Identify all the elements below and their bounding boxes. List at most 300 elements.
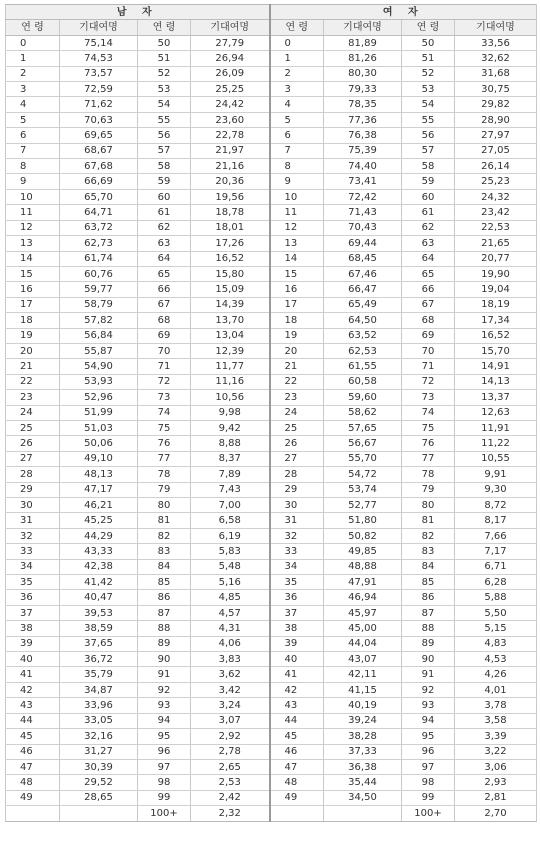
- male-age-cell: 26: [6, 436, 60, 451]
- female-life-expectancy-cell: 79,33: [324, 82, 402, 97]
- female-life-expectancy-cell: 72,42: [324, 189, 402, 204]
- male-life-expectancy-cell: 21,16: [191, 159, 270, 174]
- male-age-cell: 42: [6, 682, 60, 697]
- female-age-cell: 88: [402, 621, 455, 636]
- female-age-cell: 79: [402, 482, 455, 497]
- male-age-cell: 14: [6, 251, 60, 266]
- female-age-cell: 45: [270, 729, 324, 744]
- male-life-expectancy-cell: 9,42: [191, 420, 270, 435]
- female-life-expectancy-cell: 4,53: [455, 652, 537, 667]
- female-group-header: 여 자: [270, 5, 537, 20]
- female-life-expectancy-cell: 57,65: [324, 420, 402, 435]
- male-age-cell: 28: [6, 467, 60, 482]
- female-life-expectancy-cell: 41,15: [324, 682, 402, 697]
- male-age-cell: 1: [6, 51, 60, 66]
- male-life-expectancy-cell: 23,60: [191, 112, 270, 127]
- female-age-cell: 96: [402, 744, 455, 759]
- female-life-expectancy-cell: 68,45: [324, 251, 402, 266]
- female-life-expectancy-cell: 42,11: [324, 667, 402, 682]
- male-life-expectancy-cell: 3,62: [191, 667, 270, 682]
- male-age-cell: 69: [138, 328, 191, 343]
- male-life-expectancy-cell: 34,87: [60, 682, 138, 697]
- table-row: [6, 143, 537, 158]
- female-age-cell: 0: [270, 35, 324, 50]
- female-life-expectancy-cell: 9,30: [455, 482, 537, 497]
- female-life-expectancy-cell: 7,17: [455, 544, 537, 559]
- female-age-cell: 87: [402, 605, 455, 620]
- table-row: [6, 297, 537, 312]
- male-life-expectancy-cell: 4,31: [191, 621, 270, 636]
- male-age-cell: [6, 806, 60, 821]
- male-life-expectancy-cell: [60, 806, 138, 821]
- female-age-cell: 100+: [402, 806, 455, 821]
- table-row: [6, 451, 537, 466]
- female-life-expectancy-cell: 22,53: [455, 220, 537, 235]
- male-life-expectancy-cell: 2,65: [191, 759, 270, 774]
- table-row: [6, 51, 537, 66]
- female-age-cell: 73: [402, 390, 455, 405]
- female-life-expectancy-cell: 76,38: [324, 128, 402, 143]
- male-life-expectancy-cell: 14,39: [191, 297, 270, 312]
- female-age-cell: 24: [270, 405, 324, 420]
- male-life-expectancy-cell: 19,56: [191, 189, 270, 204]
- female-life-expectancy-cell: 18,19: [455, 297, 537, 312]
- male-life-expectancy-cell: 73,57: [60, 66, 138, 81]
- female-life-expectancy-cell: 40,19: [324, 698, 402, 713]
- male-age-cell: 39: [6, 636, 60, 651]
- male-age-cell: 56: [138, 128, 191, 143]
- female-life-expectancy-cell: 48,88: [324, 559, 402, 574]
- male-age-cell: 10: [6, 189, 60, 204]
- male-life-expectancy-cell: 26,09: [191, 66, 270, 81]
- column-header-life-expectancy: 기대여명: [191, 20, 270, 35]
- table-row: [6, 682, 537, 697]
- table-row: [6, 282, 537, 297]
- male-life-expectancy-cell: 18,01: [191, 220, 270, 235]
- male-age-cell: 98: [138, 775, 191, 790]
- table-row: [6, 266, 537, 281]
- female-life-expectancy-cell: 60,58: [324, 374, 402, 389]
- female-age-cell: 93: [402, 698, 455, 713]
- female-life-expectancy-cell: 4,26: [455, 667, 537, 682]
- female-life-expectancy-cell: 5,50: [455, 605, 537, 620]
- female-age-cell: 99: [402, 790, 455, 805]
- table-row: [6, 575, 537, 590]
- female-age-cell: 62: [402, 220, 455, 235]
- female-life-expectancy-cell: 67,46: [324, 266, 402, 281]
- male-life-expectancy-cell: 13,04: [191, 328, 270, 343]
- female-life-expectancy-cell: 53,74: [324, 482, 402, 497]
- male-age-cell: 84: [138, 559, 191, 574]
- male-age-cell: 45: [6, 729, 60, 744]
- male-age-cell: 51: [138, 51, 191, 66]
- male-life-expectancy-cell: 64,71: [60, 205, 138, 220]
- male-age-cell: 3: [6, 82, 60, 97]
- female-age-cell: 58: [402, 159, 455, 174]
- male-life-expectancy-cell: 25,25: [191, 82, 270, 97]
- female-age-cell: 5: [270, 112, 324, 127]
- female-age-cell: 3: [270, 82, 324, 97]
- female-life-expectancy-cell: 39,24: [324, 713, 402, 728]
- female-age-cell: 9: [270, 174, 324, 189]
- male-life-expectancy-cell: 3,83: [191, 652, 270, 667]
- female-life-expectancy-cell: 70,43: [324, 220, 402, 235]
- female-life-expectancy-cell: 69,44: [324, 236, 402, 251]
- female-age-cell: 8: [270, 159, 324, 174]
- female-age-cell: 71: [402, 359, 455, 374]
- male-life-expectancy-cell: 44,29: [60, 528, 138, 543]
- female-age-cell: 10: [270, 189, 324, 204]
- female-life-expectancy-cell: 62,53: [324, 343, 402, 358]
- table-row: [6, 220, 537, 235]
- female-age-cell: 77: [402, 451, 455, 466]
- female-age-cell: 2: [270, 66, 324, 81]
- male-life-expectancy-cell: 40,47: [60, 590, 138, 605]
- table-row: [6, 405, 537, 420]
- male-age-cell: 17: [6, 297, 60, 312]
- female-age-cell: 15: [270, 266, 324, 281]
- male-life-expectancy-cell: 35,79: [60, 667, 138, 682]
- female-life-expectancy-cell: 5,88: [455, 590, 537, 605]
- male-life-expectancy-cell: 18,78: [191, 205, 270, 220]
- table-row: [6, 82, 537, 97]
- female-age-cell: 76: [402, 436, 455, 451]
- table-row: [6, 713, 537, 728]
- male-life-expectancy-cell: 2,92: [191, 729, 270, 744]
- male-life-expectancy-cell: 71,62: [60, 97, 138, 112]
- male-age-cell: 78: [138, 467, 191, 482]
- male-age-cell: 65: [138, 266, 191, 281]
- female-life-expectancy-cell: 66,47: [324, 282, 402, 297]
- male-life-expectancy-cell: 33,96: [60, 698, 138, 713]
- female-age-cell: 33: [270, 544, 324, 559]
- male-life-expectancy-cell: 5,16: [191, 575, 270, 590]
- male-age-cell: 97: [138, 759, 191, 774]
- male-age-cell: 86: [138, 590, 191, 605]
- male-age-cell: 91: [138, 667, 191, 682]
- female-age-cell: 91: [402, 667, 455, 682]
- male-age-cell: 18: [6, 313, 60, 328]
- male-life-expectancy-cell: 49,10: [60, 451, 138, 466]
- table-row: [6, 359, 537, 374]
- male-life-expectancy-cell: 3,07: [191, 713, 270, 728]
- female-age-cell: 6: [270, 128, 324, 143]
- male-age-cell: 2: [6, 66, 60, 81]
- female-age-cell: 16: [270, 282, 324, 297]
- column-header-age: 연 령: [270, 20, 324, 35]
- male-life-expectancy-cell: 30,39: [60, 759, 138, 774]
- female-age-cell: 51: [402, 51, 455, 66]
- male-age-cell: 83: [138, 544, 191, 559]
- column-header-age: 연 령: [402, 20, 455, 35]
- female-age-cell: 86: [402, 590, 455, 605]
- male-life-expectancy-cell: 59,77: [60, 282, 138, 297]
- female-life-expectancy-cell: 65,49: [324, 297, 402, 312]
- male-life-expectancy-cell: 10,56: [191, 390, 270, 405]
- female-age-cell: 68: [402, 313, 455, 328]
- male-life-expectancy-cell: 33,05: [60, 713, 138, 728]
- female-life-expectancy-cell: 61,55: [324, 359, 402, 374]
- female-life-expectancy-cell: 2,93: [455, 775, 537, 790]
- table-row: [6, 498, 537, 513]
- male-age-cell: 12: [6, 220, 60, 235]
- male-life-expectancy-cell: 47,17: [60, 482, 138, 497]
- male-age-cell: 81: [138, 513, 191, 528]
- male-age-cell: 100+: [138, 806, 191, 821]
- male-age-cell: 76: [138, 436, 191, 451]
- table-row: [6, 205, 537, 220]
- column-header-row: [6, 20, 537, 35]
- male-age-cell: 96: [138, 744, 191, 759]
- male-age-cell: 55: [138, 112, 191, 127]
- female-age-cell: 1: [270, 51, 324, 66]
- female-age-cell: 61: [402, 205, 455, 220]
- female-age-cell: 32: [270, 528, 324, 543]
- female-life-expectancy-cell: 10,55: [455, 451, 537, 466]
- table-row: [6, 328, 537, 343]
- female-age-cell: 29: [270, 482, 324, 497]
- female-age-cell: 63: [402, 236, 455, 251]
- female-age-cell: 13: [270, 236, 324, 251]
- female-life-expectancy-cell: 29,82: [455, 97, 537, 112]
- female-life-expectancy-cell: 46,94: [324, 590, 402, 605]
- table-row: [6, 189, 537, 204]
- female-life-expectancy-cell: 74,40: [324, 159, 402, 174]
- table-row: [6, 313, 537, 328]
- male-life-expectancy-cell: 36,72: [60, 652, 138, 667]
- female-age-cell: 64: [402, 251, 455, 266]
- male-age-cell: 32: [6, 528, 60, 543]
- table-row: [6, 128, 537, 143]
- male-life-expectancy-cell: 2,42: [191, 790, 270, 805]
- female-age-cell: 31: [270, 513, 324, 528]
- female-age-cell: 85: [402, 575, 455, 590]
- life-expectancy-table: [5, 4, 537, 822]
- female-life-expectancy-cell: 37,33: [324, 744, 402, 759]
- table-row: [6, 605, 537, 620]
- table-row: [6, 236, 537, 251]
- male-age-cell: 13: [6, 236, 60, 251]
- male-age-cell: 48: [6, 775, 60, 790]
- female-age-cell: 44: [270, 713, 324, 728]
- male-age-cell: 50: [138, 35, 191, 50]
- male-life-expectancy-cell: 11,16: [191, 374, 270, 389]
- female-age-cell: 60: [402, 189, 455, 204]
- table-row: [6, 390, 537, 405]
- male-age-cell: 52: [138, 66, 191, 81]
- table-row: [6, 66, 537, 81]
- female-age-cell: 41: [270, 667, 324, 682]
- male-life-expectancy-cell: 6,58: [191, 513, 270, 528]
- male-age-cell: 70: [138, 343, 191, 358]
- female-age-cell: 26: [270, 436, 324, 451]
- female-life-expectancy-cell: 11,91: [455, 420, 537, 435]
- male-life-expectancy-cell: 15,09: [191, 282, 270, 297]
- female-life-expectancy-cell: 11,22: [455, 436, 537, 451]
- female-life-expectancy-cell: 12,63: [455, 405, 537, 420]
- table-row: [6, 621, 537, 636]
- female-life-expectancy-cell: 8,17: [455, 513, 537, 528]
- male-age-cell: 49: [6, 790, 60, 805]
- female-age-cell: 22: [270, 374, 324, 389]
- male-age-cell: 44: [6, 713, 60, 728]
- male-age-cell: 79: [138, 482, 191, 497]
- female-life-expectancy-cell: 35,44: [324, 775, 402, 790]
- female-life-expectancy-cell: 47,91: [324, 575, 402, 590]
- male-life-expectancy-cell: 37,65: [60, 636, 138, 651]
- female-life-expectancy-cell: 27,97: [455, 128, 537, 143]
- male-age-cell: 35: [6, 575, 60, 590]
- male-life-expectancy-cell: 7,00: [191, 498, 270, 513]
- female-age-cell: 43: [270, 698, 324, 713]
- male-life-expectancy-cell: 2,78: [191, 744, 270, 759]
- table-row: [6, 698, 537, 713]
- male-age-cell: 66: [138, 282, 191, 297]
- male-life-expectancy-cell: 8,37: [191, 451, 270, 466]
- female-age-cell: 4: [270, 97, 324, 112]
- female-life-expectancy-cell: 44,04: [324, 636, 402, 651]
- male-age-cell: 53: [138, 82, 191, 97]
- male-life-expectancy-cell: 31,27: [60, 744, 138, 759]
- female-age-cell: 59: [402, 174, 455, 189]
- female-life-expectancy-cell: 43,07: [324, 652, 402, 667]
- male-life-expectancy-cell: 42,38: [60, 559, 138, 574]
- male-age-cell: 11: [6, 205, 60, 220]
- column-header-age: 연 령: [6, 20, 60, 35]
- male-age-cell: 33: [6, 544, 60, 559]
- female-age-cell: 66: [402, 282, 455, 297]
- male-life-expectancy-cell: 2,32: [191, 806, 270, 821]
- male-life-expectancy-cell: 24,42: [191, 97, 270, 112]
- male-life-expectancy-cell: 29,52: [60, 775, 138, 790]
- male-life-expectancy-cell: 2,53: [191, 775, 270, 790]
- male-life-expectancy-cell: 15,80: [191, 266, 270, 281]
- female-age-cell: 54: [402, 97, 455, 112]
- column-header-life-expectancy: 기대여명: [455, 20, 537, 35]
- male-life-expectancy-cell: 72,59: [60, 82, 138, 97]
- male-life-expectancy-cell: 62,73: [60, 236, 138, 251]
- table-row: [6, 420, 537, 435]
- female-age-cell: 48: [270, 775, 324, 790]
- female-life-expectancy-cell: 17,34: [455, 313, 537, 328]
- male-age-cell: 64: [138, 251, 191, 266]
- female-age-cell: 49: [270, 790, 324, 805]
- male-age-cell: 34: [6, 559, 60, 574]
- male-life-expectancy-cell: 20,36: [191, 174, 270, 189]
- table-row: [6, 174, 537, 189]
- male-life-expectancy-cell: 17,26: [191, 236, 270, 251]
- female-age-cell: 50: [402, 35, 455, 50]
- male-age-cell: 8: [6, 159, 60, 174]
- female-life-expectancy-cell: 16,52: [455, 328, 537, 343]
- female-life-expectancy-cell: 26,14: [455, 159, 537, 174]
- male-life-expectancy-cell: 6,19: [191, 528, 270, 543]
- male-age-cell: 59: [138, 174, 191, 189]
- male-age-cell: 72: [138, 374, 191, 389]
- female-life-expectancy-cell: 27,05: [455, 143, 537, 158]
- female-age-cell: 78: [402, 467, 455, 482]
- female-life-expectancy-cell: 81,89: [324, 35, 402, 50]
- table-row: [6, 513, 537, 528]
- female-life-expectancy-cell: 58,62: [324, 405, 402, 420]
- female-life-expectancy-cell: 13,37: [455, 390, 537, 405]
- male-age-cell: 25: [6, 420, 60, 435]
- male-life-expectancy-cell: 69,65: [60, 128, 138, 143]
- male-life-expectancy-cell: 8,88: [191, 436, 270, 451]
- female-age-cell: 35: [270, 575, 324, 590]
- male-life-expectancy-cell: 46,21: [60, 498, 138, 513]
- table-row: [6, 467, 537, 482]
- table-row: [6, 775, 537, 790]
- male-life-expectancy-cell: 58,79: [60, 297, 138, 312]
- female-age-cell: 89: [402, 636, 455, 651]
- male-age-cell: 43: [6, 698, 60, 713]
- male-life-expectancy-cell: 61,74: [60, 251, 138, 266]
- male-life-expectancy-cell: 5,83: [191, 544, 270, 559]
- female-age-cell: 53: [402, 82, 455, 97]
- table-row: [6, 251, 537, 266]
- table-row: [6, 652, 537, 667]
- table-row: [6, 636, 537, 651]
- female-age-cell: 37: [270, 605, 324, 620]
- male-age-cell: 27: [6, 451, 60, 466]
- female-age-cell: 38: [270, 621, 324, 636]
- male-age-cell: 0: [6, 35, 60, 50]
- male-life-expectancy-cell: 74,53: [60, 51, 138, 66]
- female-age-cell: 30: [270, 498, 324, 513]
- female-life-expectancy-cell: 3,78: [455, 698, 537, 713]
- male-life-expectancy-cell: 48,13: [60, 467, 138, 482]
- female-life-expectancy-cell: 3,58: [455, 713, 537, 728]
- male-age-cell: 16: [6, 282, 60, 297]
- female-age-cell: 34: [270, 559, 324, 574]
- female-life-expectancy-cell: 23,42: [455, 205, 537, 220]
- male-life-expectancy-cell: 41,42: [60, 575, 138, 590]
- male-age-cell: 40: [6, 652, 60, 667]
- male-life-expectancy-cell: 39,53: [60, 605, 138, 620]
- female-life-expectancy-cell: 25,23: [455, 174, 537, 189]
- male-group-header: 남 자: [6, 5, 270, 20]
- female-life-expectancy-cell: 54,72: [324, 467, 402, 482]
- table-row: [6, 744, 537, 759]
- male-life-expectancy-cell: 67,68: [60, 159, 138, 174]
- table-body: [6, 35, 537, 821]
- female-life-expectancy-cell: 77,36: [324, 112, 402, 127]
- female-age-cell: 27: [270, 451, 324, 466]
- male-age-cell: 29: [6, 482, 60, 497]
- table-row: [6, 667, 537, 682]
- male-age-cell: 88: [138, 621, 191, 636]
- female-age-cell: 28: [270, 467, 324, 482]
- female-age-cell: 72: [402, 374, 455, 389]
- female-age-cell: 75: [402, 420, 455, 435]
- female-age-cell: 46: [270, 744, 324, 759]
- female-life-expectancy-cell: 7,66: [455, 528, 537, 543]
- male-life-expectancy-cell: 5,48: [191, 559, 270, 574]
- female-age-cell: 23: [270, 390, 324, 405]
- female-life-expectancy-cell: 3,39: [455, 729, 537, 744]
- column-header-life-expectancy: 기대여명: [324, 20, 402, 35]
- table-row: [6, 559, 537, 574]
- male-age-cell: 22: [6, 374, 60, 389]
- female-age-cell: 47: [270, 759, 324, 774]
- male-life-expectancy-cell: 52,96: [60, 390, 138, 405]
- male-life-expectancy-cell: 57,82: [60, 313, 138, 328]
- male-age-cell: 61: [138, 205, 191, 220]
- male-age-cell: 54: [138, 97, 191, 112]
- female-life-expectancy-cell: 21,65: [455, 236, 537, 251]
- male-age-cell: 57: [138, 143, 191, 158]
